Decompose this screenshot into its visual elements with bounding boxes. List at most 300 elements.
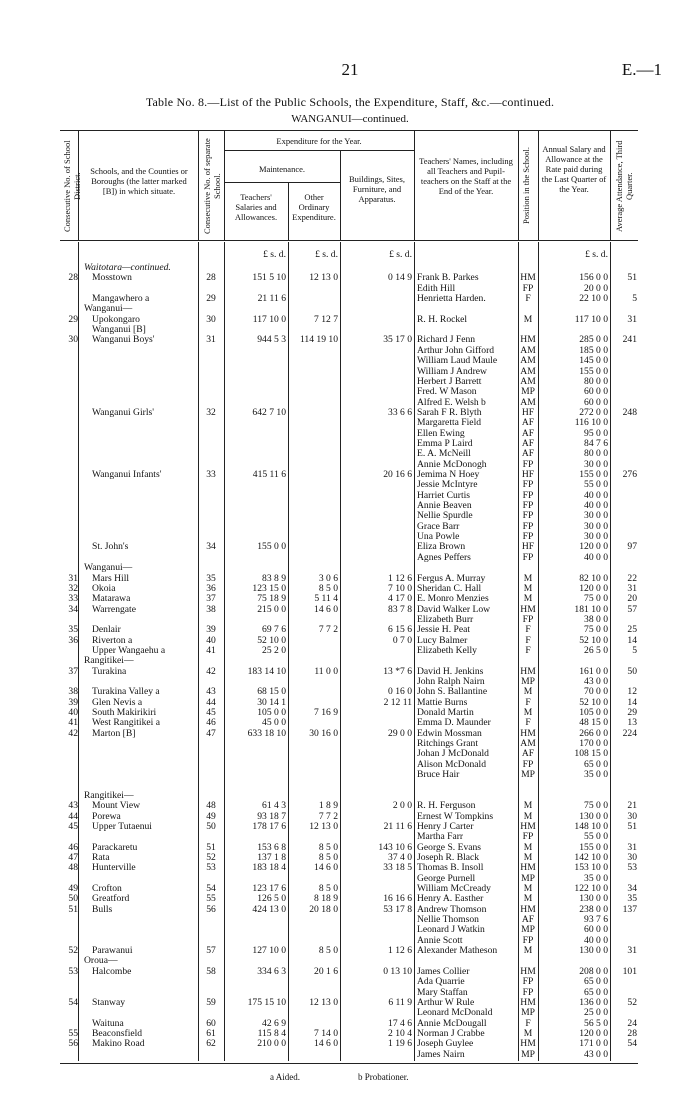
annual-salary-cell: 43 0 0 [584, 1048, 608, 1060]
header-annual-salary: Annual Salary and Allowance at the Rate paid during the Last Quarter of the Year. [541, 144, 607, 194]
school-number-cell: 47 [206, 727, 216, 739]
school-number-cell: 60 [206, 1017, 216, 1029]
school-number-cell: 49 [206, 810, 216, 822]
teacher-name-cell: Leonard McDonald [417, 1007, 493, 1019]
teacher-name-cell: Leonard J Watkin [417, 924, 485, 936]
teacher-name-cell: Edwin Mossman [417, 727, 482, 739]
school-name-cell: Parawanui [92, 945, 133, 957]
position-cell: AM [520, 375, 536, 387]
attendance-cell: 5 [632, 293, 637, 305]
position-cell: M [523, 707, 533, 719]
attendance-cell: 137 [622, 903, 637, 915]
teacher-name-cell: David Walker Low [417, 603, 491, 615]
salaries-cell: 210 0 0 [257, 1038, 286, 1050]
buildings-cell: 16 16 6 [383, 893, 412, 905]
school-name-cell: Porewa [92, 810, 121, 822]
salaries-cell: 93 18 7 [257, 810, 286, 822]
buildings-cell: 6 11 9 [388, 996, 412, 1008]
annual-salary-cell: 80 0 0 [584, 375, 608, 387]
column-rule [518, 242, 519, 1061]
district-number-cell: 30 [68, 334, 78, 346]
school-name-cell: Beaconsfield [92, 1027, 143, 1039]
teacher-name-cell: Ellen Ewing [417, 427, 465, 439]
annual-salary-cell: 48 15 0 [579, 717, 608, 729]
header-position: Position in the School. [521, 147, 531, 225]
position-cell: FP [522, 531, 534, 543]
attendance-cell: 14 [627, 634, 637, 646]
teacher-name-cell: Andrew Thomson [417, 903, 487, 915]
table-bottom-rule [60, 1063, 638, 1064]
column-rule [340, 242, 341, 1061]
position-cell: AF [521, 427, 535, 439]
school-name-cell: Rangitikei— [84, 655, 134, 667]
position-cell: M [523, 851, 533, 863]
column-rule [538, 242, 539, 1061]
district-number-cell: 33 [68, 593, 78, 605]
position-cell: MP [521, 769, 535, 781]
buildings-cell: 20 16 6 [383, 469, 412, 480]
position-cell: FP [522, 758, 534, 770]
district-number-cell: 42 [68, 727, 78, 739]
annual-salary-cell: 60 0 0 [584, 924, 608, 936]
position-cell: HF [521, 469, 535, 480]
position-cell: M [523, 841, 533, 853]
attendance-cell: 20 [627, 593, 637, 605]
position-cell: HF [521, 541, 535, 553]
district-number-cell: 34 [68, 603, 78, 615]
annual-salary-cell: 130 0 0 [579, 945, 608, 957]
annual-salary-cell: 52 10 0 [579, 696, 608, 708]
salaries-cell: 83 8 9 [262, 572, 286, 584]
salaries-cell: 151 5 10 [252, 272, 286, 284]
school-number-cell: 32 [206, 406, 216, 418]
position-cell: HM [520, 272, 536, 284]
position-cell: HM [520, 727, 536, 739]
school-name-cell: Okoia [92, 582, 116, 594]
teacher-name-cell: Sarah F R. Blyth [417, 406, 482, 418]
school-name-cell: Riverton a [92, 634, 133, 646]
salaries-cell: 183 14 10 [247, 665, 286, 677]
teacher-name-cell: Donald Martin [417, 707, 474, 719]
position-cell: FP [522, 613, 534, 625]
teacher-name-cell: Annie Beaven [417, 500, 472, 512]
annual-salary-cell: 93 7 6 [584, 914, 608, 926]
other-expenditure-cell: 14 6 0 [314, 1038, 338, 1050]
attendance-cell: 248 [622, 406, 637, 418]
teacher-name-cell: E. A. McNeill [417, 448, 471, 460]
buildings-cell: 6 15 6 [388, 624, 412, 636]
annual-salary-cell: 75 0 0 [584, 624, 608, 636]
position-cell: HM [520, 903, 536, 915]
position-cell: AF [521, 748, 535, 760]
annual-salary-cell: 35 0 0 [584, 769, 608, 781]
other-expenditure-cell: 7 7 2 [318, 624, 338, 636]
teacher-name-cell: Elizabeth Kelly [417, 644, 477, 656]
district-number-cell: 49 [68, 883, 78, 894]
attendance-cell: 34 [627, 883, 637, 894]
annual-salary-cell: 155 0 0 [579, 469, 608, 480]
school-name-cell: Waitotara—continued. [84, 262, 171, 273]
teacher-name-cell: Ritchings Grant [417, 738, 479, 750]
teacher-name-cell: Elizabeth Burr [417, 613, 474, 625]
position-cell: F [525, 1017, 531, 1029]
district-number-cell: 48 [68, 862, 78, 874]
position-cell: MP [521, 872, 535, 884]
attendance-cell: 54 [627, 1038, 637, 1050]
school-name-cell: Upper Tutaenui [92, 820, 152, 832]
district-number-cell: 50 [68, 893, 78, 905]
district-number-cell: 45 [68, 820, 78, 832]
position-cell: M [523, 582, 533, 594]
school-number-cell: 53 [206, 862, 216, 874]
teacher-name-cell: R. H. Ferguson [417, 800, 476, 812]
annual-salary-cell: 153 10 0 [574, 862, 608, 874]
annual-salary-cell: 82 10 0 [579, 572, 608, 584]
position-cell: F [525, 717, 531, 729]
other-expenditure-cell: 12 13 0 [309, 820, 338, 832]
attendance-cell: 29 [627, 707, 637, 719]
table-title: Table No. 8.—List of the Public Schools, the Expenditure, Staff, &c.—continued. [145, 95, 555, 109]
attendance-cell: 224 [622, 727, 637, 739]
other-expenditure-cell: 12 13 0 [309, 272, 338, 284]
buildings-cell: 0 16 0 [388, 686, 412, 698]
teacher-name-cell: Frank B. Parkes [417, 272, 479, 284]
position-cell: AF [521, 448, 535, 460]
school-name-cell: Warrengate [92, 603, 136, 615]
teacher-name-cell: Harriet Curtis [417, 489, 471, 501]
header-average-attendance: Average Attendance, Third Quarter. [614, 140, 634, 232]
annual-salary-cell: 25 0 0 [584, 1007, 608, 1019]
other-expenditure-cell: 7 7 2 [318, 810, 338, 822]
position-cell: AF [521, 417, 535, 429]
annual-salary-cell: 55 0 0 [584, 831, 608, 843]
salaries-cell: 123 15 0 [252, 582, 286, 594]
district-number-cell: 43 [68, 800, 78, 812]
school-name-cell: Crofton [92, 883, 122, 894]
school-name-cell: Turakina [92, 665, 127, 677]
attendance-cell: 31 [627, 945, 637, 957]
teacher-name-cell: Edith Hill [417, 282, 456, 294]
teacher-name-cell: Nellie Thomson [417, 914, 479, 926]
salaries-cell: 944 5 3 [257, 334, 286, 346]
teacher-name-cell: Henrietta Harden. [417, 293, 486, 305]
teacher-name-cell: George S. Evans [417, 841, 482, 853]
position-cell: FP [522, 551, 534, 563]
other-expenditure-cell: 8 18 9 [314, 893, 338, 905]
salaries-cell: 45 0 0 [262, 717, 286, 729]
teacher-name-cell: Thomas B. Insoll [417, 862, 484, 874]
attendance-cell: 5 [632, 644, 637, 656]
district-number-cell: 52 [68, 945, 78, 957]
position-cell: AM [520, 396, 536, 408]
annual-salary-cell: 105 0 0 [579, 707, 608, 719]
school-number-cell: 48 [206, 800, 216, 812]
table-subtitle: WANGANUI—continued. [291, 113, 409, 125]
position-cell: AM [520, 355, 536, 367]
column-rule [224, 242, 225, 1061]
header-schools: Schools, and the Counties or Boroughs (the latter marked [B]) in which situate. [90, 166, 188, 196]
annual-salary-cell: 30 0 0 [584, 510, 608, 522]
annual-salary-cell: 70 0 0 [584, 686, 608, 698]
annual-salary-cell: 40 0 0 [584, 934, 608, 946]
annual-salary-cell: 185 0 0 [579, 344, 608, 356]
annual-salary-cell: 171 0 0 [579, 1038, 608, 1050]
teacher-name-cell: Fergus A. Murray [417, 572, 486, 584]
currency-unit-header: £ s. d. [389, 249, 412, 260]
teacher-name-cell: Sheridan C. Hall [417, 582, 482, 594]
position-cell: HM [520, 965, 536, 977]
position-cell: MP [521, 1007, 535, 1019]
attendance-cell: 12 [627, 686, 637, 698]
attendance-cell: 30 [627, 851, 637, 863]
attendance-cell: 13 [627, 717, 637, 729]
annual-salary-cell: 285 0 0 [579, 334, 608, 346]
buildings-cell: 17 4 6 [388, 1017, 412, 1029]
position-cell: MP [521, 676, 535, 687]
school-number-cell: 52 [206, 851, 216, 863]
teacher-name-cell: Annie McDonogh [417, 458, 487, 470]
teacher-name-cell: Lucy Balmer [417, 634, 468, 646]
other-expenditure-cell: 8 5 0 [318, 945, 338, 957]
footnote-aided: a Aided. [270, 1072, 300, 1082]
annual-salary-cell: 60 0 0 [584, 386, 608, 398]
attendance-cell: 276 [622, 469, 637, 480]
school-name-cell: Wanganui Boys' [92, 334, 155, 346]
annual-salary-cell: 30 0 0 [584, 520, 608, 532]
school-number-cell: 44 [206, 696, 216, 708]
school-number-cell: 59 [206, 996, 216, 1008]
document-reference: E.—1 [621, 60, 662, 79]
teacher-name-cell: George Purnell [417, 872, 476, 884]
teacher-name-cell: John Ralph Nairn [417, 676, 485, 687]
district-number-cell: 32 [68, 582, 78, 594]
teacher-name-cell: James Nairn [417, 1048, 465, 1060]
annual-salary-cell: 20 0 0 [584, 282, 608, 294]
salaries-cell: 127 10 0 [252, 945, 286, 957]
teacher-name-cell: James Collier [417, 965, 470, 977]
annual-salary-cell: 130 0 0 [579, 810, 608, 822]
attendance-cell: 30 [627, 810, 637, 822]
district-number-cell: 55 [68, 1027, 78, 1039]
other-expenditure-cell: 7 14 0 [314, 1027, 338, 1039]
salaries-cell: 25 2 0 [262, 644, 286, 656]
currency-unit-header: £ s. d. [263, 249, 286, 260]
salaries-cell: 183 18 4 [252, 862, 286, 874]
attendance-cell: 50 [627, 665, 637, 677]
district-number-cell: 54 [68, 996, 78, 1008]
buildings-cell: 33 18 5 [383, 862, 412, 874]
position-cell: AM [520, 365, 536, 377]
school-name-cell: West Rangitikei a [92, 717, 160, 729]
position-cell: F [525, 293, 531, 305]
buildings-cell: 1 19 6 [388, 1038, 412, 1050]
position-cell: HM [520, 996, 536, 1008]
position-cell: AM [520, 344, 536, 356]
salaries-cell: 178 17 6 [252, 820, 286, 832]
teacher-name-cell: Henry J Carter [417, 820, 474, 832]
position-cell: MP [521, 924, 535, 936]
annual-salary-cell: 130 0 0 [579, 893, 608, 905]
teacher-name-cell: Ernest W Tompkins [417, 810, 494, 822]
annual-salary-cell: 30 0 0 [584, 458, 608, 470]
header-consecutive-district: Consecutive No. of School District. [62, 140, 82, 232]
attendance-cell: 53 [627, 862, 637, 874]
school-number-cell: 33 [206, 469, 216, 480]
teacher-name-cell: Eliza Brown [417, 541, 466, 553]
buildings-cell: 0 13 10 [383, 965, 412, 977]
buildings-cell: 21 11 6 [383, 820, 412, 832]
annual-salary-cell: 181 10 0 [574, 603, 608, 615]
salaries-cell: 30 14 1 [257, 696, 286, 708]
teacher-name-cell: Annie Scott [417, 934, 463, 946]
school-name-cell: Wanganui Infants' [92, 469, 162, 480]
annual-salary-cell: 38 0 0 [584, 613, 608, 625]
buildings-cell: 2 0 0 [392, 800, 412, 812]
annual-salary-cell: 60 0 0 [584, 396, 608, 408]
buildings-cell: 1 12 6 [388, 945, 412, 957]
teacher-name-cell: William McCready [417, 883, 491, 894]
buildings-cell: 143 10 6 [378, 841, 412, 853]
school-number-cell: 40 [206, 634, 216, 646]
school-name-cell: Glen Nevis a [92, 696, 143, 708]
annual-salary-cell: 148 10 0 [574, 820, 608, 832]
teacher-name-cell: Joseph R. Black [417, 851, 480, 863]
annual-salary-cell: 56 5 0 [584, 1017, 608, 1029]
district-number-cell: 37 [68, 665, 78, 677]
school-name-cell: Waituna [92, 1017, 124, 1029]
position-cell: FP [522, 500, 534, 512]
school-name-cell: Wanganui [B] [92, 324, 146, 336]
position-cell: FP [522, 976, 534, 988]
district-number-cell: 29 [68, 313, 78, 325]
buildings-cell: 37 4 0 [388, 851, 412, 863]
position-cell: FP [522, 934, 534, 946]
annual-salary-cell: 75 0 0 [584, 800, 608, 812]
position-cell: FP [522, 282, 534, 294]
attendance-cell: 97 [627, 541, 637, 553]
school-name-cell: Marton [B] [92, 727, 136, 739]
position-cell: F [525, 624, 531, 636]
school-name-cell: Mount View [92, 800, 141, 812]
school-name-cell: Denlair [92, 624, 121, 636]
school-name-cell: Mosstown [92, 272, 132, 284]
annual-salary-cell: 30 0 0 [584, 531, 608, 543]
header-salaries: Teachers' Salaries and Allowances. [234, 192, 278, 222]
column-rule [198, 242, 199, 1061]
position-cell: FP [522, 831, 534, 843]
salaries-cell: 415 11 6 [252, 469, 286, 480]
other-expenditure-cell: 3 0 6 [318, 572, 338, 584]
school-number-cell: 46 [206, 717, 216, 729]
position-cell: F [525, 634, 531, 646]
salaries-cell: 424 13 0 [252, 903, 286, 915]
district-number-cell: 38 [68, 686, 78, 698]
annual-salary-cell: 266 0 0 [579, 727, 608, 739]
buildings-cell: 83 7 8 [388, 603, 412, 615]
annual-salary-cell: 84 7 6 [584, 437, 608, 449]
buildings-cell: 0 7 0 [392, 634, 412, 646]
position-cell: AM [520, 738, 536, 750]
teacher-name-cell: Emma P Laird [417, 437, 473, 449]
attendance-cell: 31 [627, 841, 637, 853]
position-cell: HM [520, 603, 536, 615]
currency-unit-header: £ s. d. [315, 249, 338, 260]
teacher-name-cell: E. Monro Menzies [417, 593, 489, 605]
position-cell: HM [520, 334, 536, 346]
school-name-cell: Rangitikei— [84, 789, 134, 801]
position-cell: F [525, 644, 531, 656]
other-expenditure-cell: 8 5 0 [318, 883, 338, 894]
position-cell: FP [522, 520, 534, 532]
annual-salary-cell: 238 0 0 [579, 903, 608, 915]
school-number-cell: 62 [206, 1038, 216, 1050]
buildings-cell: 53 17 8 [383, 903, 412, 915]
attendance-cell: 28 [627, 1027, 637, 1039]
annual-salary-cell: 22 10 0 [579, 293, 608, 305]
teacher-name-cell: William J Andrew [417, 365, 487, 377]
position-cell: HM [520, 665, 536, 677]
attendance-cell: 14 [627, 696, 637, 708]
salaries-cell: 215 0 0 [257, 603, 286, 615]
position-cell: MP [521, 1048, 535, 1060]
buildings-cell: 13 *7 6 [383, 665, 412, 677]
annual-salary-cell: 156 0 0 [579, 272, 608, 284]
school-number-cell: 61 [206, 1027, 216, 1039]
annual-salary-cell: 170 0 0 [579, 738, 608, 750]
school-name-cell: Parackaretu [92, 841, 138, 853]
position-cell: HM [520, 820, 536, 832]
school-number-cell: 28 [206, 272, 216, 284]
annual-salary-cell: 95 0 0 [584, 427, 608, 439]
school-name-cell: Oroua— [84, 955, 118, 967]
annual-salary-cell: 120 0 0 [579, 541, 608, 553]
annual-salary-cell: 272 0 0 [579, 406, 608, 418]
teacher-name-cell: Alexander Matheson [417, 945, 498, 957]
teacher-name-cell: Arthur W Rule [417, 996, 475, 1008]
teacher-name-cell: Fred. W Mason [417, 386, 477, 398]
other-expenditure-cell: 8 5 0 [318, 851, 338, 863]
other-expenditure-cell: 7 16 9 [314, 707, 338, 719]
buildings-cell: 29 0 0 [388, 727, 412, 739]
position-cell: FP [522, 479, 534, 491]
salaries-cell: 117 10 0 [252, 313, 286, 325]
header-consecutive-school: Consecutive No. of separate School. [202, 138, 222, 234]
school-number-cell: 54 [206, 883, 216, 894]
attendance-cell: 241 [622, 334, 637, 346]
attendance-cell: 52 [627, 996, 637, 1008]
salaries-cell: 642 7 10 [252, 406, 286, 418]
attendance-cell: 35 [627, 893, 637, 905]
teacher-name-cell: Agnes Peffers [417, 551, 471, 563]
school-name-cell: Rata [92, 851, 110, 863]
teacher-name-cell: John S. Ballantine [417, 686, 488, 698]
teacher-name-cell: Herbert J Barrett [417, 375, 482, 387]
salaries-cell: 21 11 6 [257, 293, 286, 305]
school-number-cell: 39 [206, 624, 216, 636]
school-name-cell: Hunterville [92, 862, 136, 874]
school-name-cell: Wanganui Girls' [92, 406, 154, 418]
district-number-cell: 51 [68, 903, 78, 915]
annual-salary-cell: 75 0 0 [584, 593, 608, 605]
position-cell: MP [521, 386, 535, 398]
school-name-cell: St. John's [92, 541, 129, 553]
other-expenditure-cell: 11 0 0 [314, 665, 338, 677]
attendance-cell: 25 [627, 624, 637, 636]
annual-salary-cell: 120 0 0 [579, 582, 608, 594]
annual-salary-cell: 108 15 0 [574, 748, 608, 760]
salaries-cell: 175 15 10 [247, 996, 286, 1008]
school-name-cell: Halcombe [92, 965, 132, 977]
